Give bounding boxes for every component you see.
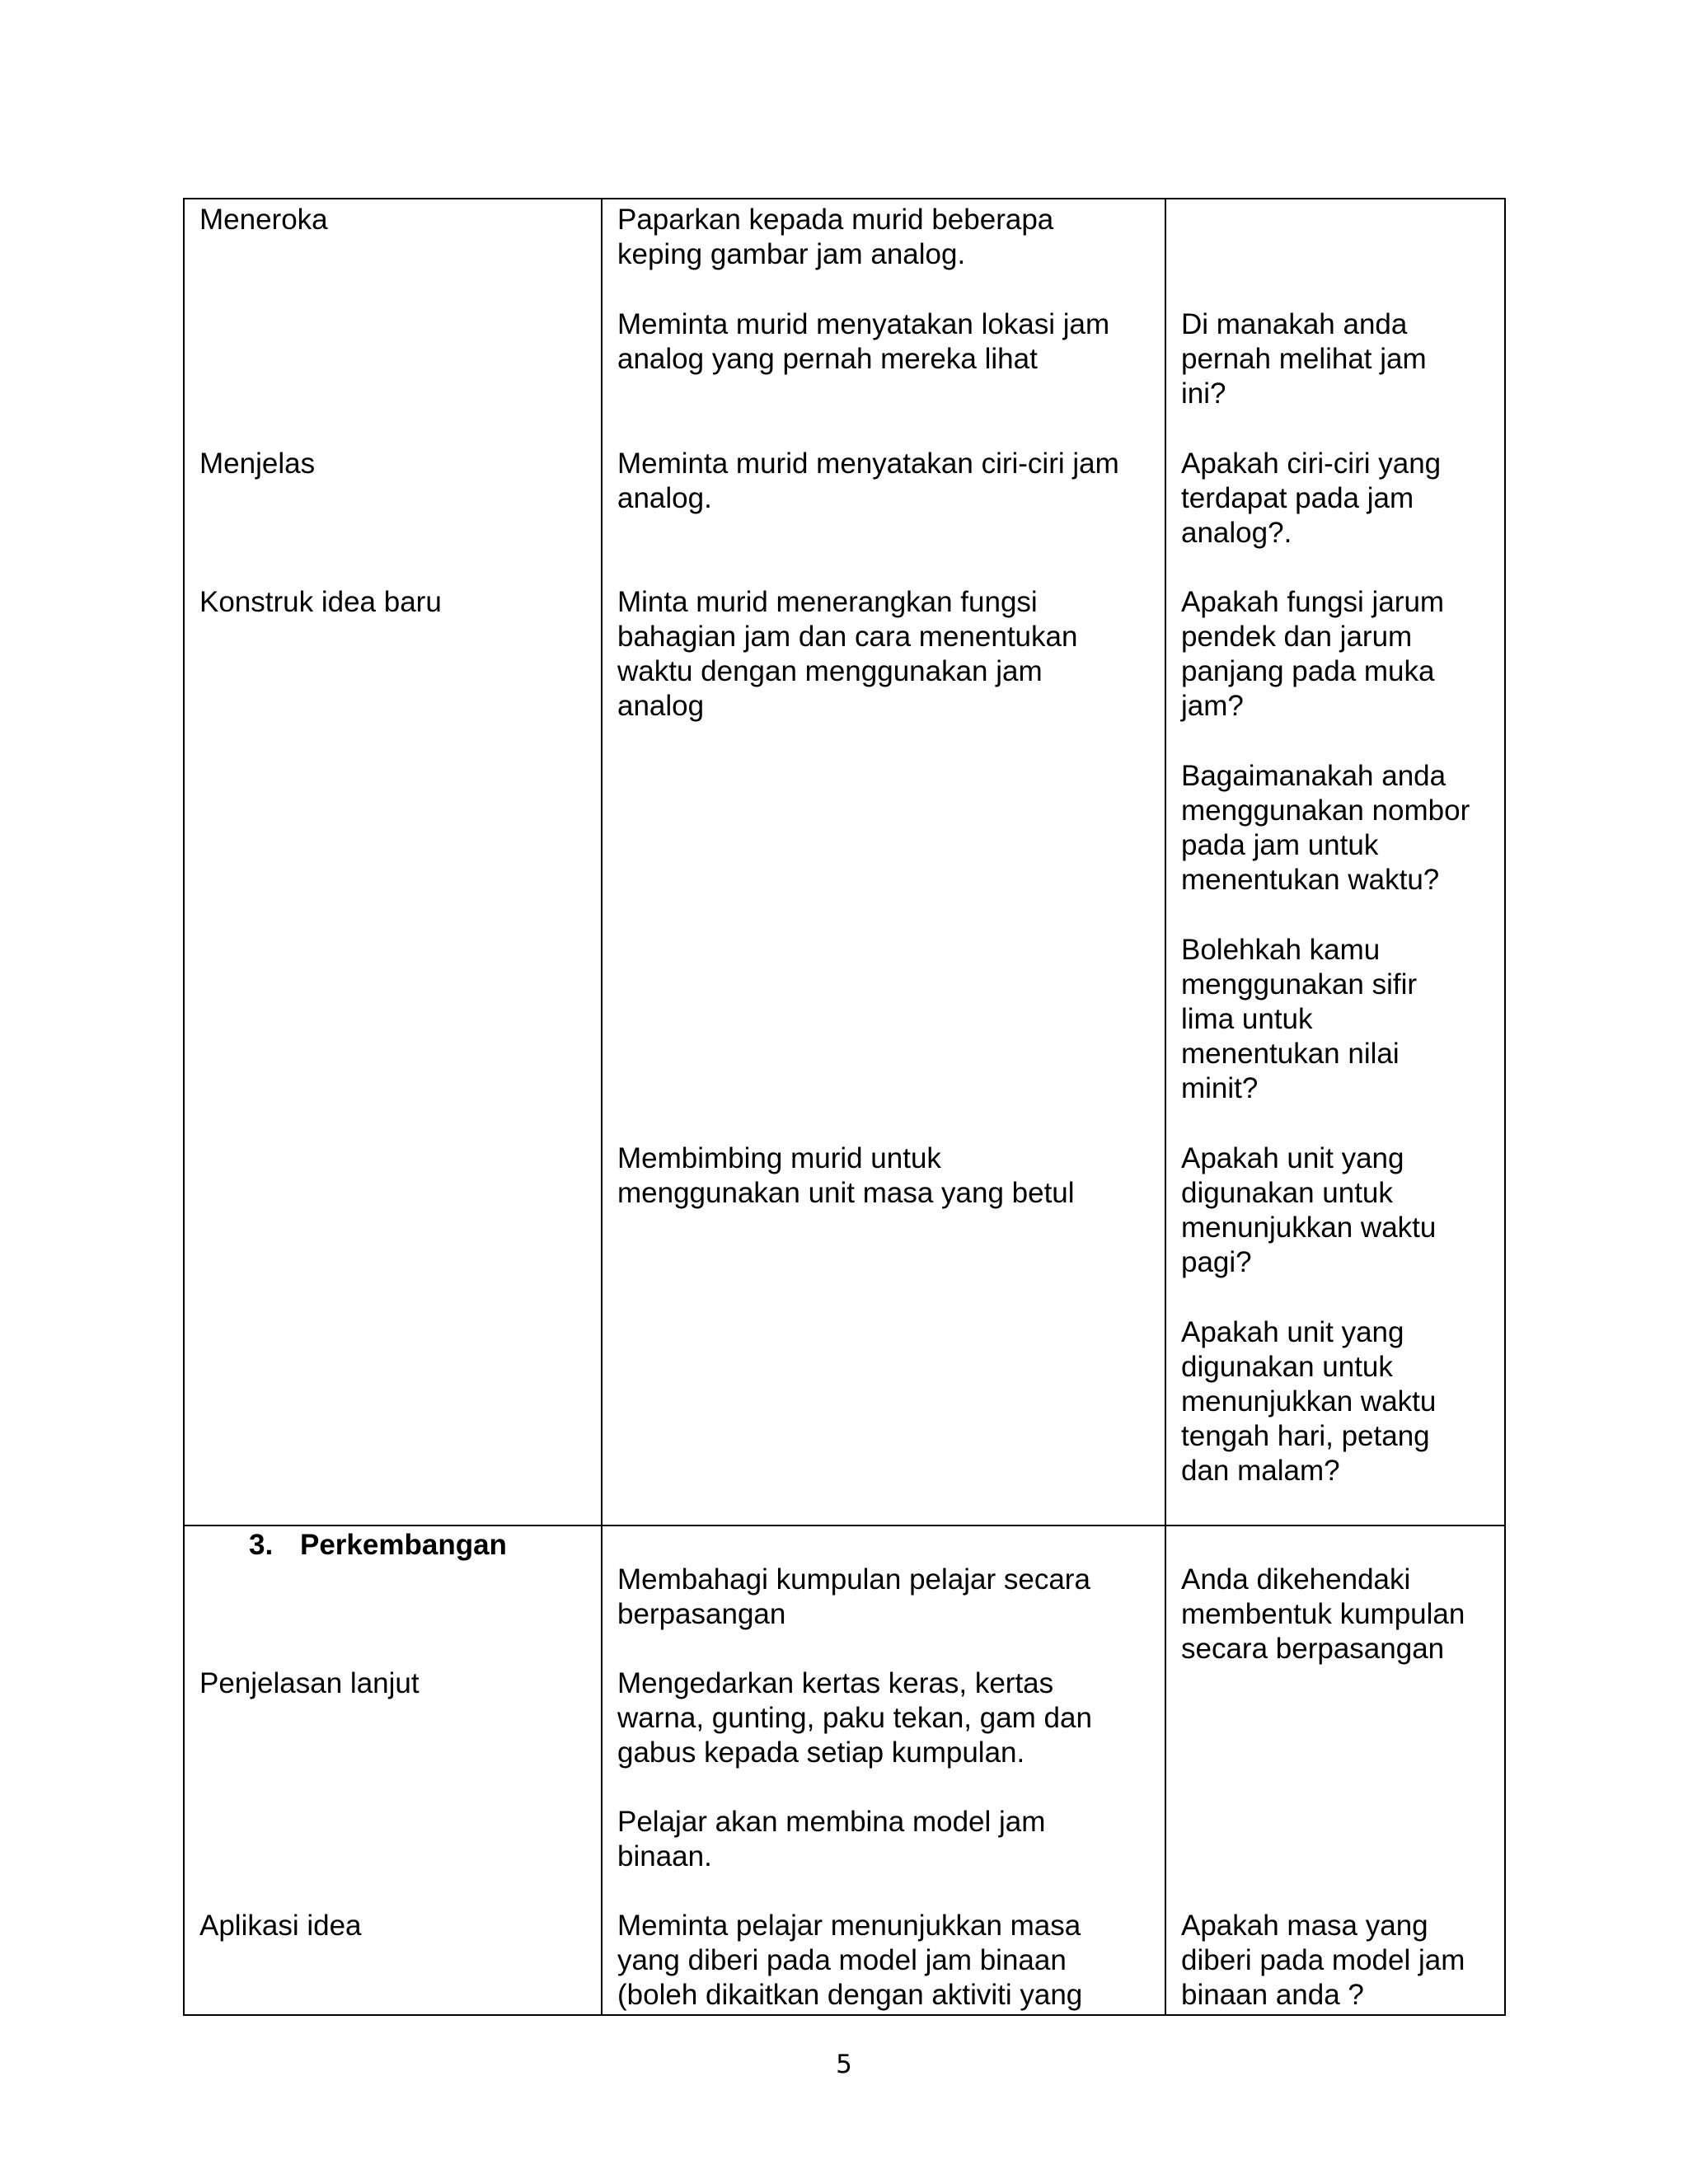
question-text: Bolehkah kamu menggunakan sifir lima untuk menentukan nilai minit? bbox=[1181, 934, 1417, 1104]
activity-text: Meminta murid menyatakan lokasi jam analog yang pernah mereka lihat bbox=[617, 308, 1110, 375]
activity-text: Membahagi kumpulan pelajar secara berpasangan bbox=[617, 1563, 1090, 1630]
question-text: Apakah unit yang digunakan untuk menunjukkan waktu pagi? bbox=[1181, 1142, 1437, 1278]
lesson-table bbox=[183, 198, 1506, 2016]
stage-label: Konstruk idea baru bbox=[199, 586, 442, 618]
section-number: 3. bbox=[249, 1529, 274, 1561]
question-text: Di manakah anda pernah melihat jam ini? bbox=[1181, 308, 1427, 410]
stage-label: Penjelasan lanjut bbox=[199, 1667, 420, 1699]
page-number: 5 bbox=[836, 2050, 852, 2079]
activity-text: Mengedarkan kertas keras, kertas warna, gunting, paku tekan, gam dan gabus kepada setiap kumpulan. bbox=[617, 1667, 1092, 1769]
section-title: Perkembangan bbox=[300, 1529, 507, 1561]
activity-text: Pelajar akan membina model jam binaan. bbox=[617, 1806, 1046, 1872]
column-divider bbox=[1165, 199, 1166, 2014]
section-heading bbox=[249, 1528, 507, 1563]
question-text: Apakah fungsi jarum pendek dan jarum panjang pada muka jam? bbox=[1181, 586, 1445, 722]
stage-label: Meneroka bbox=[199, 204, 328, 236]
stage-label: Menjelas bbox=[199, 448, 316, 480]
question-text: Apakah ciri-ciri yang terdapat pada jam analog?. bbox=[1181, 448, 1442, 549]
question-text: Anda dikehendaki membentuk kumpulan secara berpasangan bbox=[1181, 1563, 1465, 1665]
activity-text: Meminta murid menyatakan ciri-ciri jam analog. bbox=[617, 448, 1119, 514]
question-text: Apakah unit yang digunakan untuk menunjukkan waktu tengah hari, petang dan malam? bbox=[1181, 1316, 1437, 1487]
question-text: Bagaimanakah anda menggunakan nombor pada jam untuk menentukan waktu? bbox=[1181, 760, 1470, 896]
column-divider bbox=[601, 199, 603, 2014]
activity-text: Paparkan kepada murid beberapa keping gambar jam analog. bbox=[617, 204, 1054, 270]
stage-label: Aplikasi idea bbox=[199, 1910, 362, 1942]
activity-text: Minta murid menerangkan fungsi bahagian jam dan cara menentukan waktu dengan menggunakan jam analog bbox=[617, 586, 1078, 722]
activity-text: Meminta pelajar menunjukkan masa yang diberi pada model jam binaan (boleh dikaitkan dengan aktiviti yang bbox=[617, 1910, 1083, 2011]
row-divider bbox=[185, 1525, 1504, 1526]
activity-text: Membimbing murid untuk menggunakan unit masa yang betul bbox=[617, 1142, 1075, 1209]
question-text: Apakah masa yang diberi pada model jam binaan anda ? bbox=[1181, 1910, 1465, 2011]
